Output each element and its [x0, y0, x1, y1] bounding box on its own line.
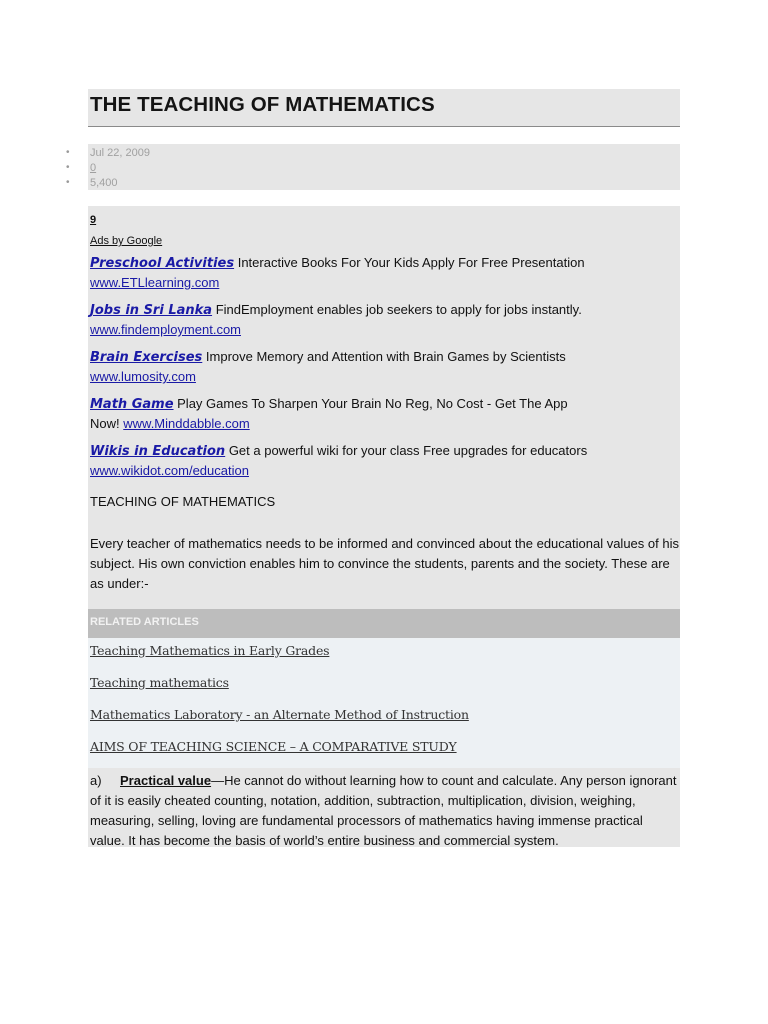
related-article-link[interactable]: Teaching mathematics — [90, 675, 229, 690]
ad-title-link[interactable]: Brain Exercises — [90, 350, 203, 365]
practical-value-term: Practical value — [120, 773, 212, 788]
related-article-link[interactable]: Teaching Mathematics in Early Grades — [90, 643, 330, 658]
section-heading: TEACHING OF MATHEMATICS — [90, 494, 276, 509]
ad-text: Improve Memory and Attention with Brain Games by Scientists — [205, 349, 566, 364]
ad-text: Interactive Books For Your Kids Apply For Free Presentation — [237, 255, 585, 270]
ad-text: Get a powerful wiki for your class Free upgrades for educators — [228, 443, 588, 458]
ad-item — [90, 300, 590, 339]
ad-item — [90, 347, 590, 386]
views-count: 5,400 — [90, 177, 118, 189]
ad-url-link[interactable]: www.ETLlearning.com — [90, 275, 220, 290]
bullet-icon: • — [66, 177, 70, 188]
ad-item — [90, 253, 590, 292]
ad-text: FindEmployment enables job seekers to apply for jobs instantly. — [215, 302, 582, 317]
ad-title-link[interactable]: Preschool Activities — [90, 256, 235, 271]
practical-value-text: —He cannot do without learning how to count and calculate. Any person ignorant of it is easily cheated counting, notation, addition, subtraction, multiplication, division, weighing, measuring, selling, loving are fundamental processors of mathematics having immense practical value. It has become the basis of world’s entire business and commercial system. — [90, 773, 677, 848]
comments-link[interactable]: 0 — [90, 162, 97, 174]
practical-value-paragraph — [90, 771, 680, 851]
related-articles-header — [88, 609, 680, 638]
related-article-link[interactable]: Mathematics Laboratory - an Alternate Method of Instruction — [90, 707, 469, 722]
related-article-link[interactable]: AIMS OF TEACHING SCIENCE – A COMPARATIVE STUDY — [90, 739, 457, 754]
bullet-icon: • — [66, 147, 70, 158]
comments-count[interactable] — [90, 161, 96, 175]
intro-paragraph: Every teacher of mathematics needs to be informed and convinced about the educational values of his subject. His own conviction enables him to convince the students, parents and the society. These are as under:- — [90, 536, 679, 591]
ad-url-link[interactable]: www.findemployment.com — [90, 322, 241, 337]
page-title: THE TEACHING OF MATHEMATICS — [90, 93, 435, 116]
practical-value-section — [88, 768, 680, 847]
ad-url-link[interactable]: www.wikidot.com/education — [90, 463, 249, 478]
title-box — [88, 89, 680, 127]
bullet-icon: • — [66, 162, 70, 173]
ad-url-link[interactable]: www.lumosity.com — [90, 369, 196, 384]
ad-item — [90, 441, 590, 480]
article-content — [88, 206, 680, 609]
related-articles-title: RELATED ARTICLES — [90, 616, 199, 628]
share-count[interactable]: 9 — [90, 214, 97, 226]
ad-item — [90, 394, 590, 433]
ad-title-link[interactable]: Jobs in Sri Lanka — [90, 303, 213, 318]
ad-url-link[interactable]: www.Minddabble.com — [123, 416, 250, 431]
item-label: a) — [90, 773, 102, 788]
ad-title-link[interactable]: Math Game — [90, 397, 174, 412]
related-articles-list — [88, 638, 680, 768]
article-meta — [88, 144, 680, 190]
ad-text: Play Games To Sharpen Your Brain No Reg, No Cost - Get The App Now! — [90, 396, 568, 431]
ads-by-google-link[interactable]: Ads by Google — [90, 235, 163, 247]
ad-title-link[interactable]: Wikis in Education — [90, 444, 226, 459]
publish-date: Jul 22, 2009 — [90, 147, 150, 159]
